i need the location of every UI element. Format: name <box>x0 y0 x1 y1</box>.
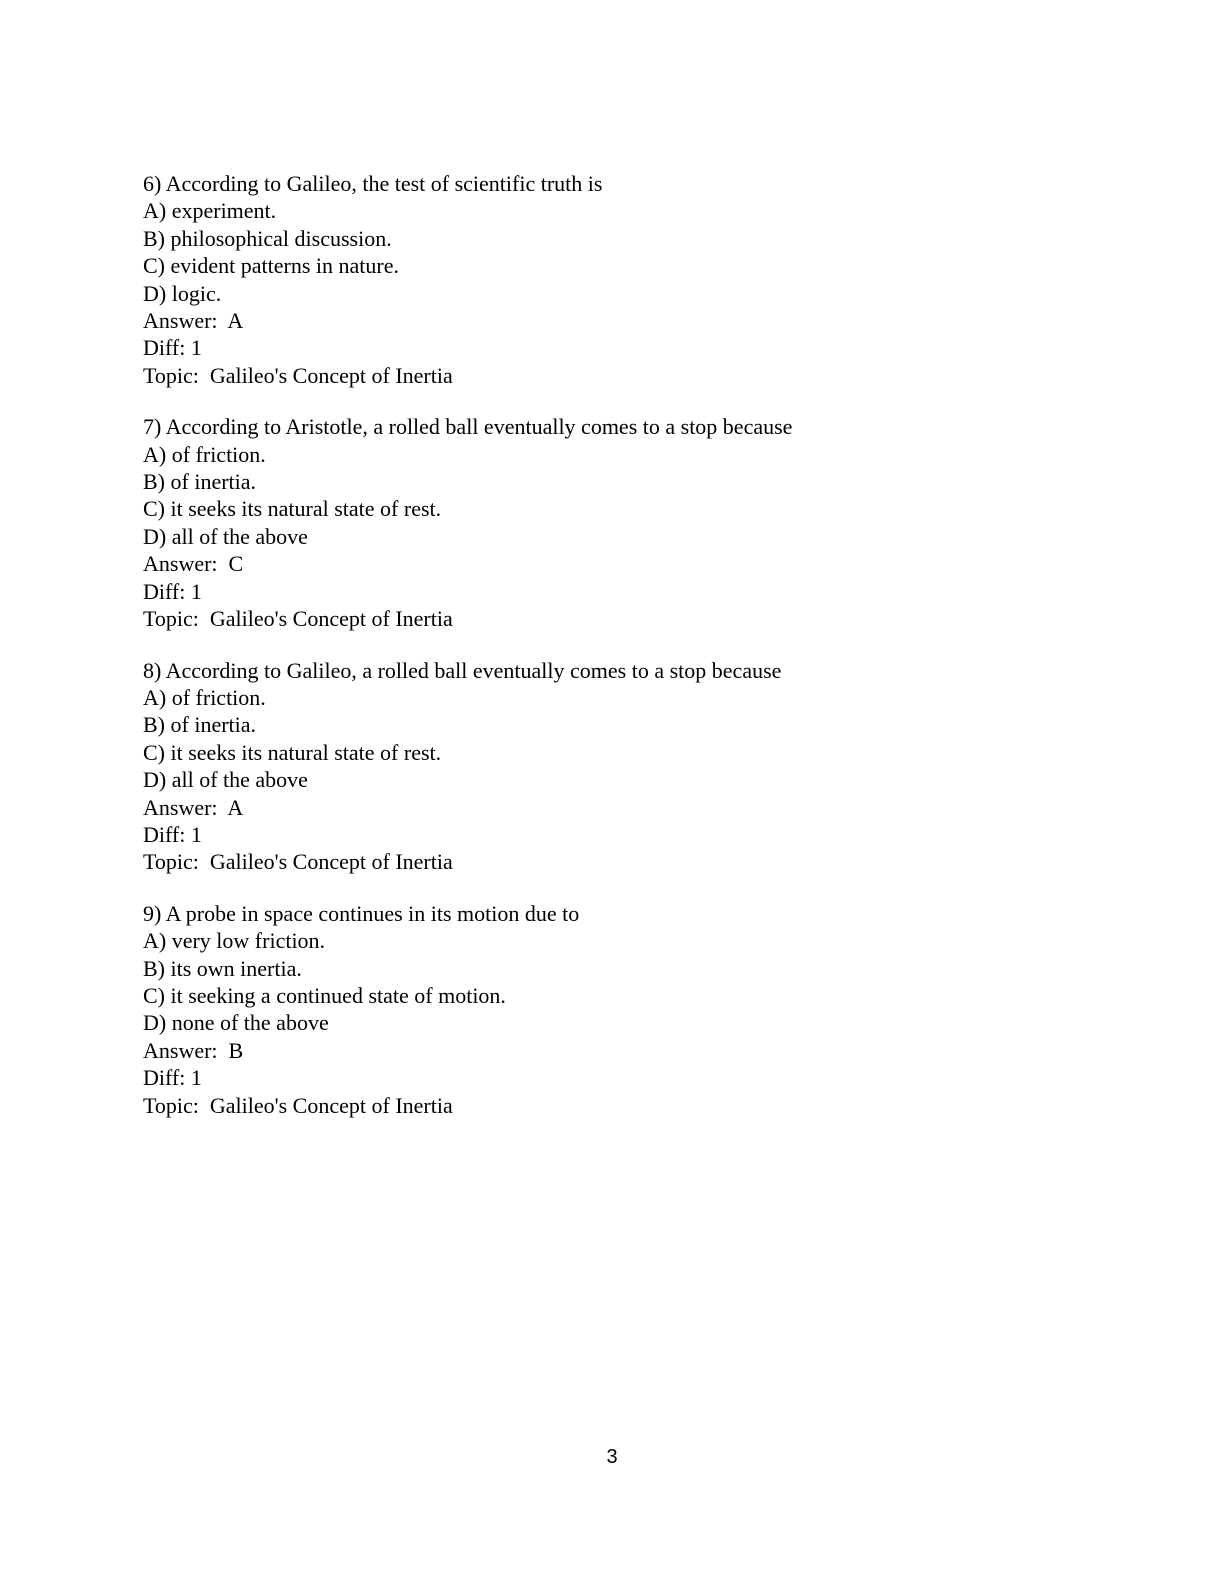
option-d: D) all of the above <box>143 767 308 793</box>
option-c: C) it seeks its natural state of rest. <box>143 739 442 765</box>
option-d: D) all of the above <box>143 523 308 549</box>
answer-line: Answer: A <box>143 308 244 334</box>
topic-line: Topic: Galileo's Concept of Inertia <box>143 1092 453 1118</box>
option-c: C) it seeking a continued state of motion. <box>143 982 506 1008</box>
option-a: A) very low friction. <box>143 928 326 954</box>
question-7 <box>143 413 1083 632</box>
option-a: A) experiment. <box>143 198 277 224</box>
difficulty-line: Diff: 1 <box>143 821 202 847</box>
option-d: D) none of the above <box>143 1010 329 1036</box>
question-list <box>143 170 1083 1143</box>
option-c: C) evident patterns in nature. <box>143 253 399 279</box>
option-b: B) philosophical discussion. <box>143 225 392 251</box>
option-b: B) its own inertia. <box>143 955 302 981</box>
option-b: B) of inertia. <box>143 469 257 495</box>
page-number: 3 <box>606 1446 618 1468</box>
question-8 <box>143 657 1083 876</box>
answer-line: Answer: B <box>143 1037 244 1063</box>
difficulty-line: Diff: 1 <box>143 1065 202 1091</box>
topic-line: Topic: Galileo's Concept of Inertia <box>143 606 453 632</box>
topic-line: Topic: Galileo's Concept of Inertia <box>143 849 453 875</box>
question-stem: 9) A probe in space continues in its motion due to <box>143 900 580 926</box>
question-6 <box>143 170 1083 389</box>
topic-line: Topic: Galileo's Concept of Inertia <box>143 362 453 388</box>
option-a: A) of friction. <box>143 441 266 467</box>
option-d: D) logic. <box>143 280 222 306</box>
answer-line: Answer: C <box>143 551 244 577</box>
question-stem: 6) According to Galileo, the test of scientific truth is <box>143 171 603 196</box>
difficulty-line: Diff: 1 <box>143 578 202 604</box>
question-9 <box>143 900 1083 1119</box>
answer-line: Answer: A <box>143 794 244 820</box>
question-stem: 8) According to Galileo, a rolled ball eventually comes to a stop because <box>143 657 782 683</box>
option-b: B) of inertia. <box>143 712 257 738</box>
difficulty-line: Diff: 1 <box>143 335 202 361</box>
option-a: A) of friction. <box>143 684 266 710</box>
question-stem: 7) According to Aristotle, a rolled ball eventually comes to a stop because <box>143 414 793 440</box>
option-c: C) it seeks its natural state of rest. <box>143 496 442 522</box>
